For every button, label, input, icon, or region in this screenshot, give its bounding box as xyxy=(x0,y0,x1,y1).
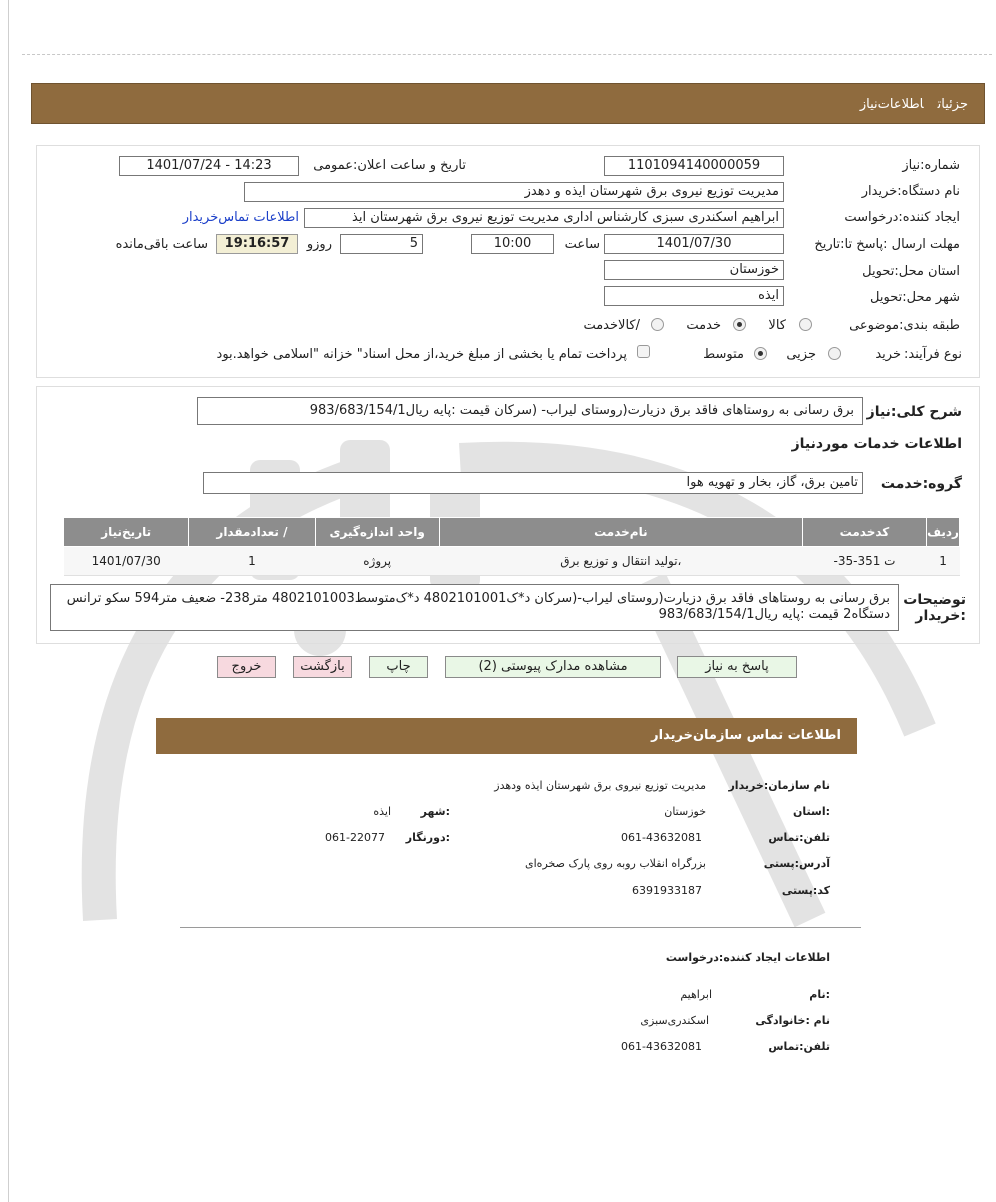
buyer-notes-label: توضیحات :خریدار xyxy=(903,592,966,624)
contact-postal-value: 6391933187 xyxy=(632,884,702,897)
services-section-title: اطلاعات خدمات موردنیاز xyxy=(791,436,962,452)
cell-row: 1 xyxy=(927,547,960,576)
attachments-button[interactable]: مشاهده مدارک پیوستی (2) xyxy=(445,656,661,678)
section-divider xyxy=(180,927,861,928)
remaining-time-field: 19:16:57 xyxy=(216,234,298,254)
breadcrumb-details[interactable]: جزئیات xyxy=(937,97,968,112)
col-need-date: تاریخ‌نیاز xyxy=(64,518,189,547)
deadline-label: مهلت ارسال :پاسخ تا:تاریخ xyxy=(814,237,960,252)
contact-org-label: نام سازمان:خریدار xyxy=(728,779,830,792)
breadcrumb xyxy=(31,83,985,124)
need-number-field: 1101094140000059 xyxy=(604,156,784,176)
category-goods-radio[interactable] xyxy=(799,318,812,331)
print-button[interactable]: چاپ xyxy=(369,656,428,678)
announce-field: 1401/07/24 - 14:23 xyxy=(119,156,299,176)
col-row: ردیف xyxy=(927,518,960,547)
deadline-time-label: ساعت xyxy=(564,237,600,252)
back-button[interactable]: بازگشت xyxy=(293,656,352,678)
creator-label: ایجاد کننده:درخواست xyxy=(844,210,960,225)
creator-phone-value: 061-43632081 xyxy=(621,1040,702,1053)
contact-phone-label: تلفن:تماس xyxy=(768,831,830,844)
cell-service-code: ت 351-35- xyxy=(802,547,926,576)
contact-phone-value: 061-43632081 xyxy=(621,831,702,844)
process-medium-label: متوسط xyxy=(703,347,744,362)
category-service-label: خدمت xyxy=(686,318,721,333)
left-border-line xyxy=(8,0,9,1202)
cell-quantity: 1 xyxy=(189,547,315,576)
contact-province-value: خوزستان xyxy=(664,805,706,818)
service-group-field: تامین برق، گاز، بخار و تهویه هوا xyxy=(203,472,863,494)
process-medium-radio[interactable] xyxy=(754,347,767,360)
deadline-time-field: 10:00 xyxy=(471,234,554,254)
need-description-field: برق رسانی به روستاهای فاقد برق دزیارت(روستای لیراب- (سرکان قیمت :پایه ریال983/683/154/1 xyxy=(197,397,863,425)
contact-fax-label: :دورنگار xyxy=(405,831,450,844)
province-field: خوزستان xyxy=(604,260,784,280)
treasury-payment-note: پرداخت تمام یا بخشی از مبلغ خرید،از محل اسناد" خزانه "اسلامی خواهد.بود xyxy=(216,347,627,362)
breadcrumb-info[interactable]: اطلاعات‌نیاز xyxy=(859,97,924,112)
col-unit: واحد اندازه‌گیری xyxy=(315,518,439,547)
days-field: 5 xyxy=(340,234,423,254)
contact-org-value: مدیریت توزیع نیروی برق شهرستان ایذه ودهدز xyxy=(494,779,706,792)
cell-unit: پروژه xyxy=(315,547,439,576)
buyer-field: مدیریت توزیع نیروی برق شهرستان ایذه و دهدز xyxy=(244,182,784,202)
need-description-label: شرح کلی:نیاز xyxy=(866,404,962,420)
category-goods-label: کالا xyxy=(768,318,786,333)
buyer-notes-field: برق رسانی به روستاهای فاقد برق دزیارت(روستای لیراب-(سرکان د*ک4802101001 د*ک‌متوسط4802101003 متر238- ضعیف متر594 سکو ترانس دستگاه2 قیمت :پایه ریال983/683/154/1 xyxy=(50,584,899,631)
need-number-label: شماره:نیاز xyxy=(902,158,960,173)
service-group-label: گروه:خدمت xyxy=(880,476,962,492)
creator-family-value: اسکندری‌سبزی xyxy=(640,1014,709,1027)
cell-need-date: 1401/07/30 xyxy=(64,547,189,576)
creator-name-label: :نام xyxy=(809,988,830,1001)
process-buy-label: خرید xyxy=(875,347,901,362)
remaining-label: ساعت باقی‌مانده xyxy=(115,237,208,252)
buyer-label: نام دستگاه:خریدار xyxy=(861,184,960,199)
category-service-radio[interactable] xyxy=(733,318,746,331)
contact-city-label: :شهر xyxy=(420,805,450,818)
services-table xyxy=(63,517,960,576)
process-minor-radio[interactable] xyxy=(828,347,841,360)
city-field: ایذه xyxy=(604,286,784,306)
category-goods-service-label: /کالاخدمت xyxy=(583,318,640,333)
contact-city-value: ایذه xyxy=(373,805,391,818)
category-label: طبقه بندی:موضوعی xyxy=(849,318,960,333)
contact-province-label: :استان xyxy=(793,805,830,818)
city-label: شهر محل:تحویل xyxy=(870,290,960,305)
treasury-payment-checkbox[interactable] xyxy=(637,345,650,358)
reply-button[interactable]: پاسخ به نیاز xyxy=(677,656,797,678)
table-row xyxy=(64,547,960,576)
creator-family-label: نام :خانوادگی xyxy=(755,1014,830,1027)
contact-fax-value: 061-22077 xyxy=(325,831,385,844)
contact-address-label: آدرس:پستی xyxy=(763,857,830,870)
process-minor-label: جزیی xyxy=(786,347,816,362)
category-goods-service-radio[interactable] xyxy=(651,318,664,331)
province-label: استان محل:تحویل xyxy=(862,264,960,279)
cell-service-name: ،تولید انتقال و توزیع برق xyxy=(439,547,802,576)
contact-postal-label: کد:پستی xyxy=(781,884,830,897)
col-service-code: کدخدمت xyxy=(802,518,926,547)
creator-info-title: اطلاعات ایجاد کننده:درخواست xyxy=(665,951,830,964)
buyer-contact-header: اطلاعات تماس سازمان‌خریدار xyxy=(156,718,857,754)
buyer-contact-link[interactable]: اطلاعات تماس‌خریدار xyxy=(182,210,299,225)
deadline-date-field: 1401/07/30 xyxy=(604,234,784,254)
col-quantity: / تعدادمقدار xyxy=(189,518,315,547)
announce-label: تاریخ و ساعت اعلان:عمومی xyxy=(313,158,466,173)
creator-name-value: ابراهیم xyxy=(680,988,712,1001)
need-details-panel xyxy=(36,145,980,378)
top-dotted-divider xyxy=(22,54,992,55)
creator-field: ابراهیم اسکندری سبزی کارشناس اداری مدیریت توزیع نیروی برق شهرستان ایذ xyxy=(304,208,784,228)
col-service-name: نام‌خدمت xyxy=(439,518,802,547)
creator-phone-label: تلفن:تماس xyxy=(768,1040,830,1053)
process-label: نوع فرآیند: xyxy=(904,347,962,362)
days-label: روزو xyxy=(306,237,332,252)
contact-address-value: بزرگراه انقلاب روبه روی پارک صخره‌ای xyxy=(525,857,706,870)
exit-button[interactable]: خروج xyxy=(217,656,276,678)
